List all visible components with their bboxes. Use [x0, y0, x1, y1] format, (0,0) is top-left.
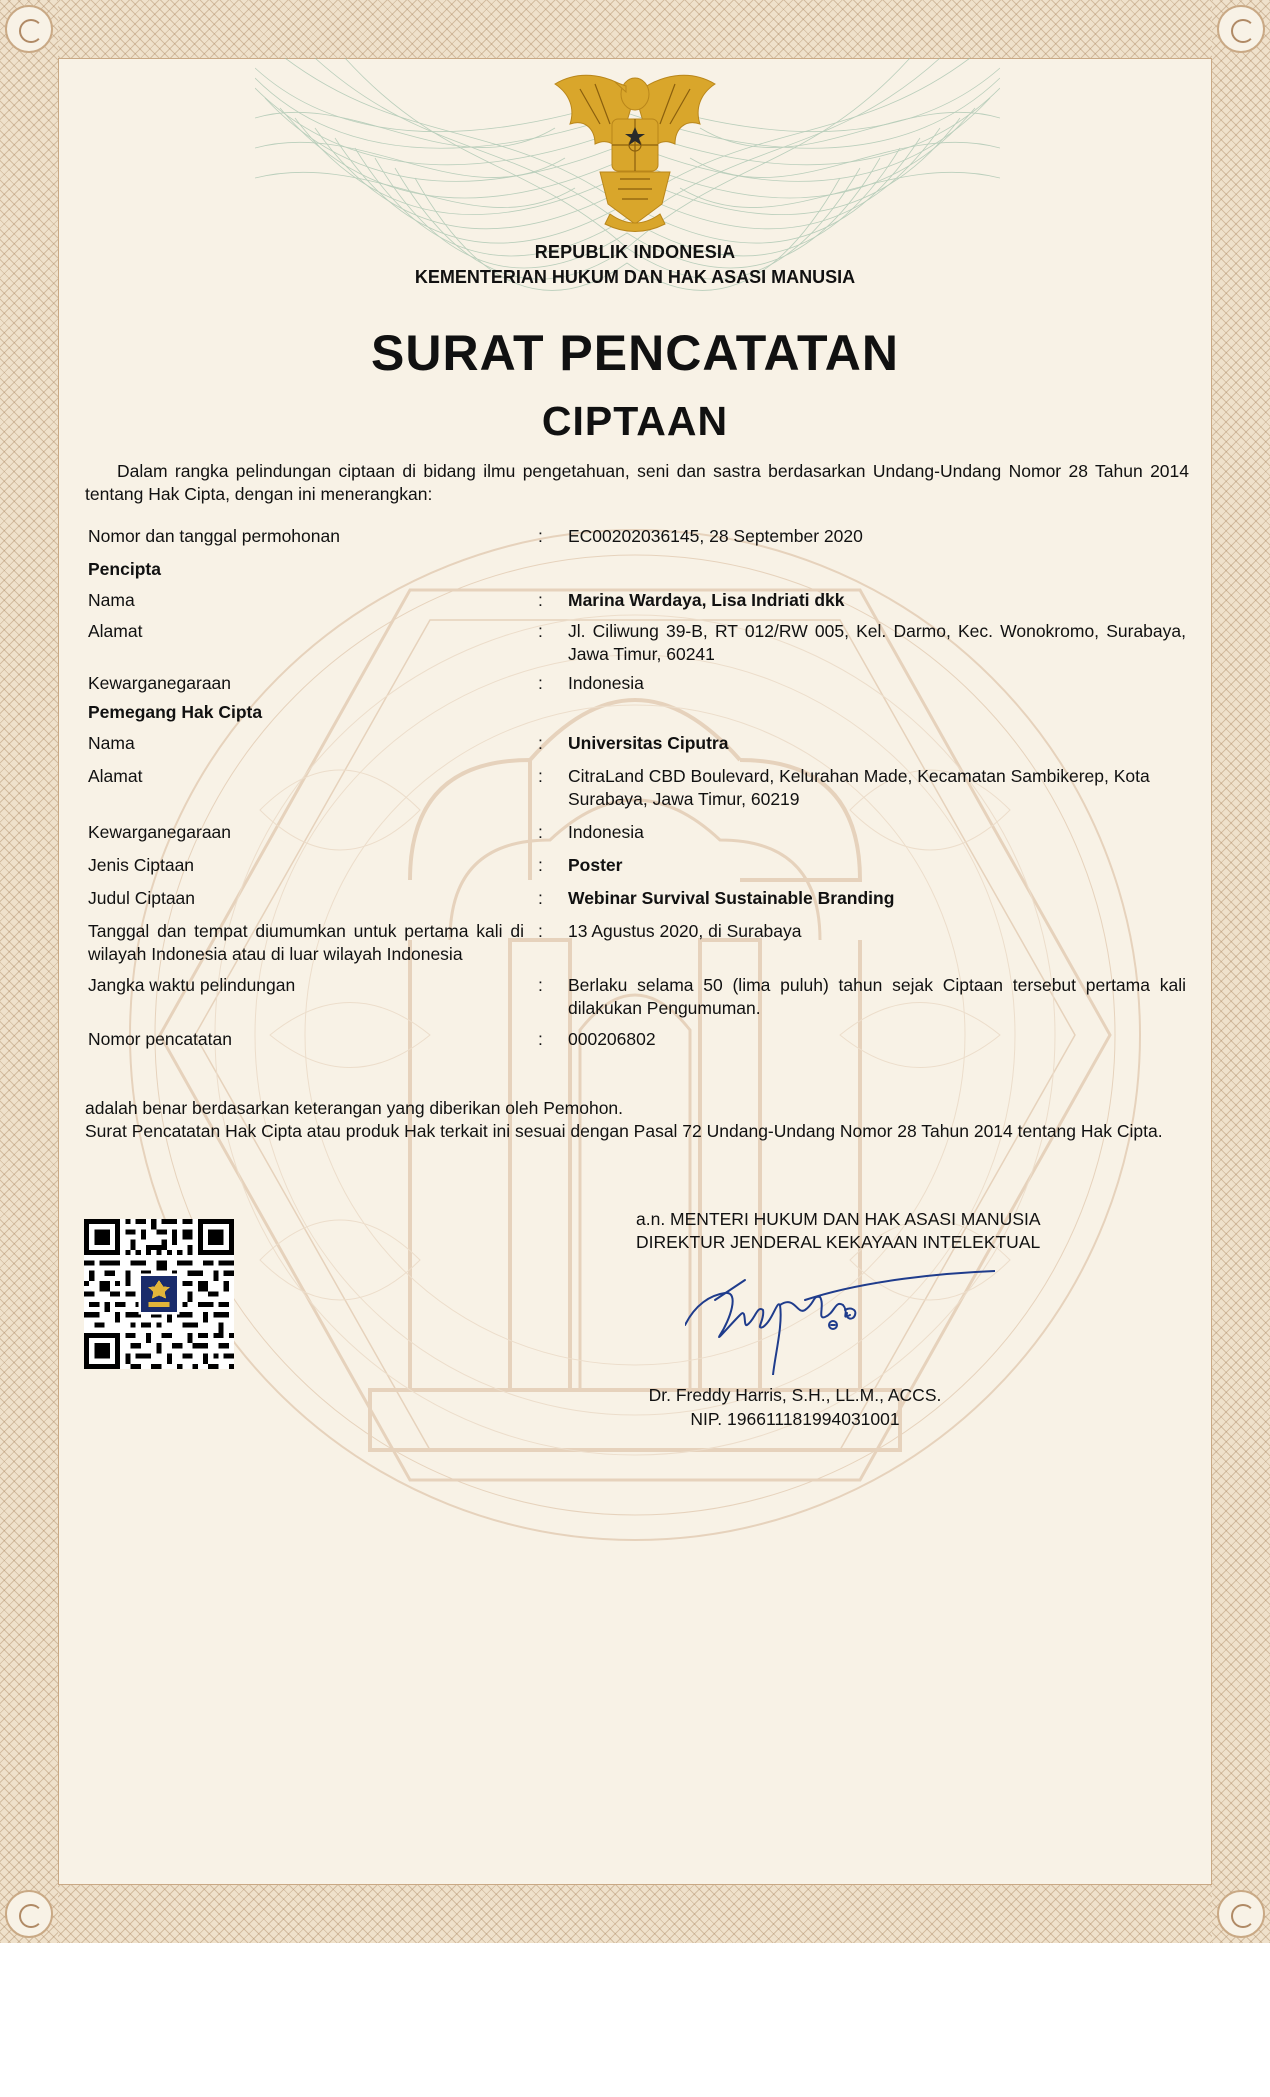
- border-left: [0, 0, 58, 1943]
- field-value: Berlaku selama 50 (lima puluh) tahun sejak Ciptaan tersebut pertama kali dilakukan Pengumuman.: [568, 975, 1186, 1018]
- garuda-emblem-icon: [540, 64, 730, 234]
- field-value: Universitas Ciputra: [568, 733, 729, 753]
- corner-ornament-icon: [1217, 5, 1265, 53]
- ministry-title: KEMENTERIAN HUKUM DAN HAK ASASI MANUSIA: [414, 267, 856, 287]
- field-colon: :: [538, 921, 543, 941]
- field-label: Nomor dan tanggal permohonan: [88, 526, 340, 546]
- border-right: [1212, 0, 1270, 1943]
- field-colon: :: [538, 822, 543, 842]
- corner-ornament-icon: [5, 1890, 53, 1938]
- field-colon: :: [538, 888, 543, 908]
- qr-code-icon[interactable]: [84, 1218, 234, 1370]
- closing-line-2: Surat Pencatatan Hak Cipta atau produk Hak terkait ini sesuai dengan Pasal 72 Undang-Undang Nomor 28 Tahun 2014 tentang Hak Cipta.: [85, 1121, 1163, 1141]
- field-value: Jl. Ciliwung 39-B, RT 012/RW 005, Kel. Darmo, Kec. Wonokromo, Surabaya, Jawa Timur, 60241: [568, 621, 1186, 664]
- field-colon: :: [538, 975, 543, 995]
- signatory-line-2: DIREKTUR JENDERAL KEKAYAAN INTELEKTUAL: [636, 1232, 1041, 1252]
- signature-image: [685, 1265, 995, 1375]
- field-label: Tanggal dan tempat diumumkan untuk pertama kali di wilayah Indonesia atau di luar wilayah Indonesia: [88, 921, 524, 964]
- field-label: Alamat: [88, 766, 143, 786]
- closing-statement: [85, 1097, 1205, 1143]
- field-colon: :: [538, 855, 543, 875]
- field-value: Indonesia: [568, 822, 644, 842]
- ministry-logo-icon: [138, 1273, 179, 1314]
- document-title: SURAT PENCATATAN: [371, 325, 899, 381]
- field-value: Marina Wardaya, Lisa Indriati dkk: [568, 590, 845, 610]
- field-row-judul: [88, 887, 1186, 910]
- field-colon: :: [538, 733, 543, 753]
- field-label: Jangka waktu pelindungan: [88, 975, 296, 995]
- field-row-pemegang-alamat: [88, 765, 1186, 811]
- field-label: Alamat: [88, 621, 143, 641]
- signatory-line-1: a.n. MENTERI HUKUM DAN HAK ASASI MANUSIA: [636, 1209, 1041, 1229]
- field-value: CitraLand CBD Boulevard, Kelurahan Made, Kecamatan Sambikerep, Kota Surabaya, Jawa Timur, 60219: [568, 766, 1150, 809]
- field-colon: :: [538, 1029, 543, 1049]
- field-colon: :: [538, 766, 543, 786]
- field-label: Kewarganegaraan: [88, 822, 232, 842]
- section-pencipta: [88, 558, 1186, 581]
- section-heading: Pencipta: [88, 559, 161, 579]
- field-colon: :: [538, 621, 543, 641]
- signatory-name: Dr. Freddy Harris, S.H., LL.M., ACCS.: [648, 1385, 942, 1405]
- field-value: Webinar Survival Sustainable Branding: [568, 888, 895, 908]
- field-row-nomor-tanggal: [88, 525, 1186, 548]
- field-row-jenis: [88, 854, 1186, 877]
- field-value: 000206802: [568, 1029, 656, 1049]
- closing-line-1: adalah benar berdasarkan keterangan yang diberikan oleh Pemohon.: [85, 1098, 624, 1118]
- field-row-pemegang-nama: [88, 732, 1186, 755]
- signatory-nip: NIP. 196611181994031001: [690, 1409, 900, 1429]
- field-label: Jenis Ciptaan: [88, 855, 195, 875]
- field-label: Nomor pencatatan: [88, 1029, 232, 1049]
- field-label: Kewarganegaraan: [88, 673, 232, 693]
- field-colon: :: [538, 673, 543, 693]
- field-row-pencipta-kewarganegaraan: [88, 672, 1186, 695]
- field-row-pencipta-alamat: [88, 620, 1186, 666]
- field-value: EC00202036145, 28 September 2020: [568, 526, 863, 546]
- field-label: Nama: [88, 590, 135, 610]
- republic-title: REPUBLIK INDONESIA: [534, 242, 736, 262]
- field-row-tanggal-tempat: [88, 920, 1186, 966]
- field-value: Indonesia: [568, 673, 644, 693]
- section-heading: Pemegang Hak Cipta: [88, 702, 263, 722]
- field-row-pencipta-nama: [88, 589, 1186, 612]
- field-colon: :: [538, 526, 543, 546]
- field-label: Judul Ciptaan: [88, 888, 196, 908]
- field-value: 13 Agustus 2020, di Surabaya: [568, 921, 802, 941]
- field-colon: :: [538, 590, 543, 610]
- field-value: Poster: [568, 855, 623, 875]
- corner-ornament-icon: [5, 5, 53, 53]
- intro-paragraph: Dalam rangka pelindungan ciptaan di bidang ilmu pengetahuan, seni dan sastra berdasarkan Undang-Undang Nomor 28 Tahun 2014 tentang Hak Cipta, dengan ini menerangkan:: [85, 461, 1189, 504]
- field-row-pemegang-kewarganegaraan: [88, 821, 1186, 844]
- field-row-jangka: [88, 974, 1186, 1020]
- field-label: Nama: [88, 733, 135, 753]
- field-row-nomor-pencatatan: [88, 1028, 1186, 1051]
- signatory-heading: [636, 1208, 1041, 1254]
- border-bottom: [0, 1885, 1270, 1943]
- certificate-fields: [88, 525, 1186, 1051]
- section-pemegang: [88, 701, 1186, 724]
- document-subtitle: CIPTAAN: [541, 398, 729, 444]
- border-top: [0, 0, 1270, 58]
- corner-ornament-icon: [1217, 1890, 1265, 1938]
